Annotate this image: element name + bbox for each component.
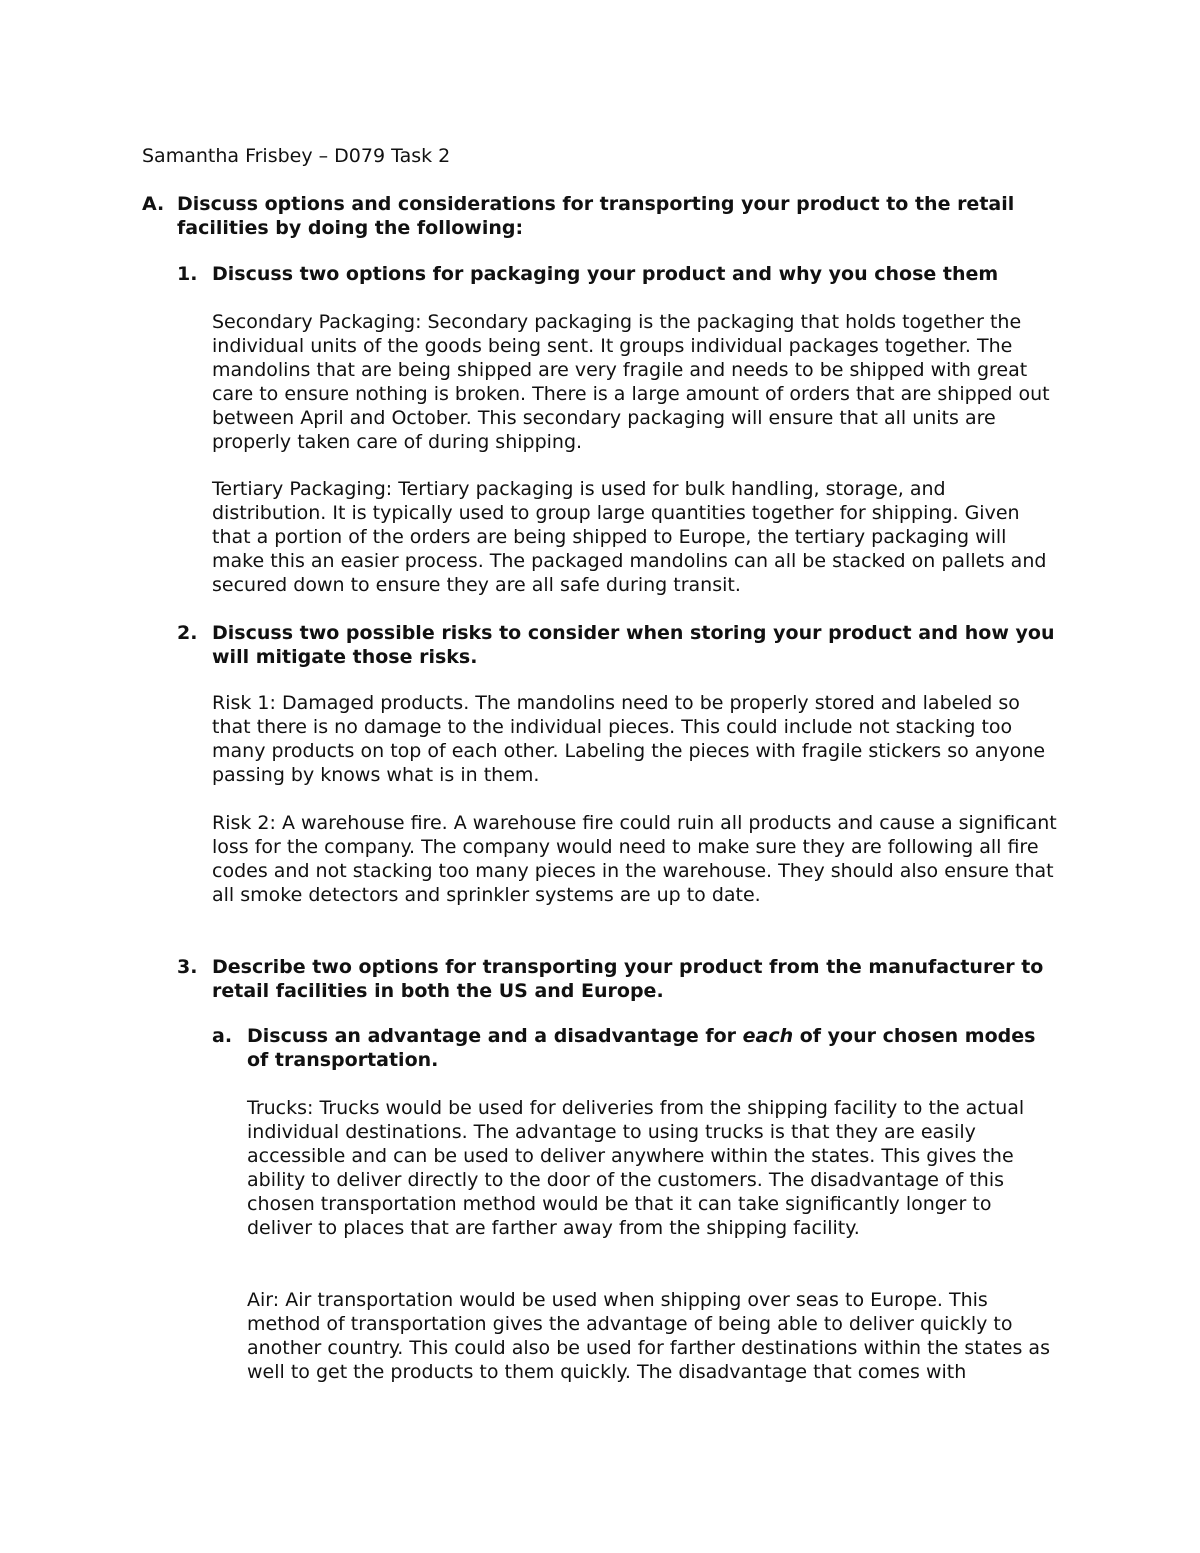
author-line: Samantha Frisbey – D079 Task 2 [142,145,451,167]
item-1-marker: 1. [177,263,198,285]
section-a-heading: Discuss options and considerations for transporting your product to the retail facilities by doing the following: [177,193,1015,239]
item-2-heading: Discuss two possible risks to consider when storing your product and how you will mitigate those risks. [212,622,1055,668]
item-1-paragraph-tertiary-packaging: Tertiary Packaging: Tertiary packaging is used for bulk handling, storage, and distribution. It is typically used to group large quantities together for shipping. Given that a portion of the orders are being shipped to Europe, the tertiary packaging will make this an easier process. The packaged mandolins can all be stacked on pallets and secured down to ensure they are all safe during transit. [212,478,1047,596]
section-a-marker: A. [142,193,165,215]
item-3-marker: 3. [177,956,198,978]
item-1-heading: Discuss two options for packaging your product and why you chose them [212,263,999,285]
item-1-paragraph-secondary-packaging: Secondary Packaging: Secondary packaging is the packaging that holds together the individual units of the goods being sent. It groups individual packages together. The mandolins that are being shipped are very fragile and needs to be shipped with great care to ensure nothing is broken. There is a large amount of orders that are shipped out between April and October. This secondary packaging will ensure that all units are properly taken care of during shipping. [212,311,1050,453]
item-2-paragraph-risk-1: Risk 1: Damaged products. The mandolins need to be properly stored and labeled so that there is no damage to the individual pieces. This could include not stacking too many products on top of each other. Labeling the pieces with fragile stickers so anyone passing by knows what is in them. [212,692,1046,786]
item-3a-heading-emphasis: each [742,1025,794,1047]
item-2-marker: 2. [177,622,198,644]
item-3a-heading [247,1024,1062,1072]
item-3a-paragraph-air: Air: Air transportation would be used when shipping over seas to Europe. This method of transportation gives the advantage of being able to deliver quickly to another country. This could also be used for farther destinations within the states as well to get the products to them quickly. The disadvantage that comes with [247,1289,1050,1383]
item-3a-heading-after: of your chosen modes of transportation. [247,1025,1036,1071]
item-3a-marker: a. [212,1025,233,1047]
item-3a-heading-before: Discuss an advantage and a disadvantage for [247,1025,743,1047]
item-3-heading: Describe two options for transporting your product from the manufacturer to retail facilities in both the US and Europe. [212,956,1044,1002]
item-3a-paragraph-trucks: Trucks: Trucks would be used for deliveries from the shipping facility to the actual individual destinations. The advantage to using trucks is that they are easily accessible and can be used to deliver anywhere within the states. This gives the ability to deliver directly to the door of the customers. The disadvantage of this chosen transportation method would be that it can take significantly longer to deliver to places that are farther away from the shipping facility. [247,1097,1025,1239]
item-2-paragraph-risk-2: Risk 2: A warehouse fire. A warehouse fire could ruin all products and cause a significant loss for the company. The company would need to make sure they are following all fire codes and not stacking too many pieces in the warehouse. They should also ensure that all smoke detectors and sprinkler systems are up to date. [212,812,1057,906]
